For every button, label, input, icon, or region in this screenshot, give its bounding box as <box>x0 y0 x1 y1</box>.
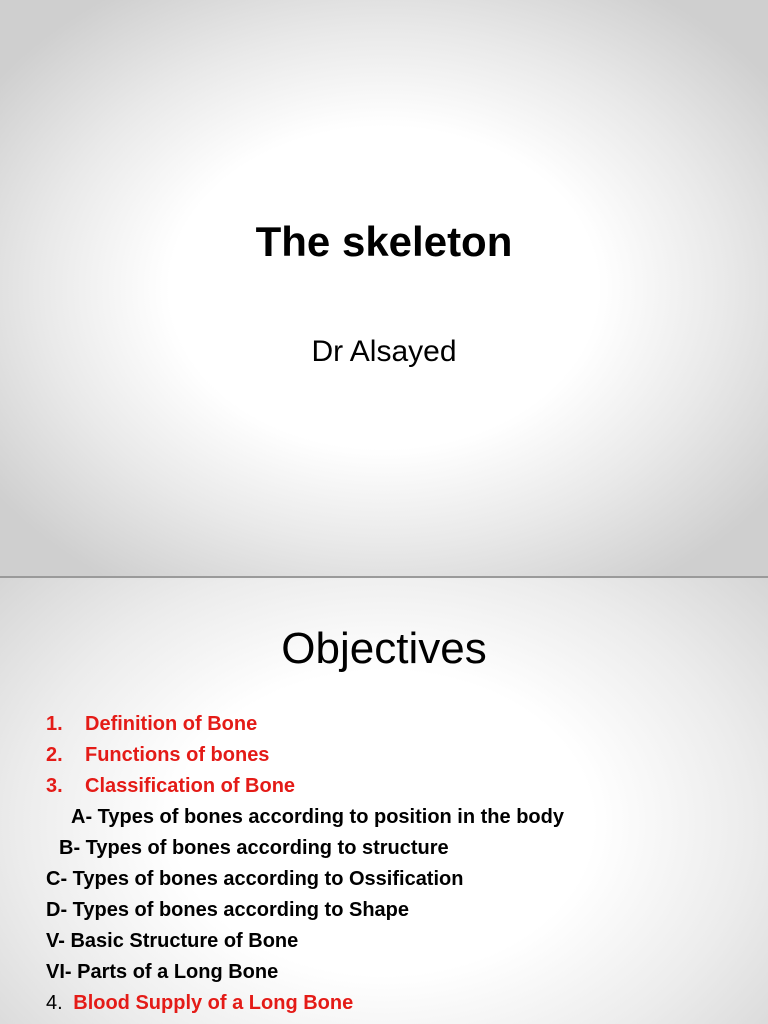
list-item <box>46 990 353 1016</box>
list-subitem: VI- Parts of a Long Bone <box>46 961 279 983</box>
list-item-number: 3. <box>46 775 63 797</box>
list-item-text: Blood Supply of a Long Bone <box>73 992 354 1014</box>
list-item-text: Functions of bones <box>85 744 270 766</box>
list-item-number: 1. <box>46 713 63 735</box>
list-subitem: B- Types of bones according to structure <box>59 837 449 859</box>
list-item-text: Classification of Bone <box>85 775 296 797</box>
list-item-text: Definition of Bone <box>85 713 258 735</box>
slide-author: Dr Alsayed <box>311 335 457 368</box>
list-subitem: V- Basic Structure of Bone <box>46 930 299 952</box>
list-item-number: 2. <box>46 744 63 766</box>
list-subitem: D- Types of bones according to Shape <box>46 899 410 921</box>
list-subitem: A- Types of bones according to position in the body <box>71 806 564 828</box>
list-item-number: 4. <box>46 992 63 1014</box>
slide-objectives <box>0 578 768 1024</box>
objectives-heading: Objectives <box>281 624 487 673</box>
slide-title-heading: The skeleton <box>255 218 513 265</box>
list-subitem: C- Types of bones according to Ossification <box>46 868 464 890</box>
